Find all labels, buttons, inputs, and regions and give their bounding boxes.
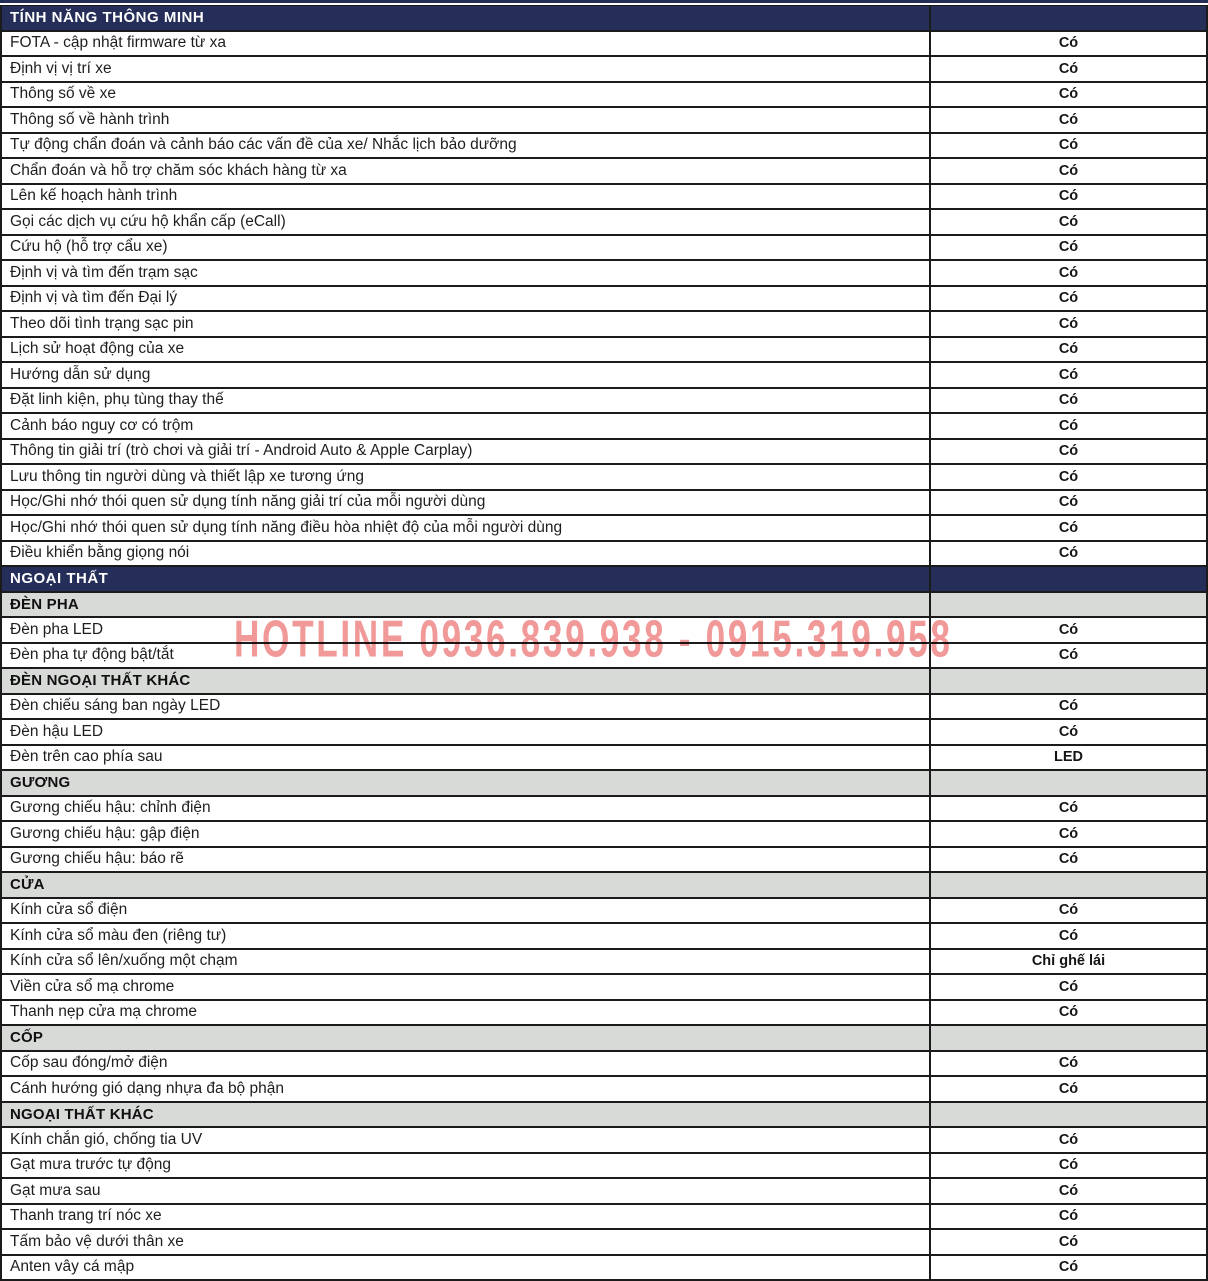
feature-value bbox=[931, 669, 1206, 693]
feature-value: Có bbox=[931, 1230, 1206, 1254]
table-row bbox=[2, 261, 1206, 287]
feature-value bbox=[931, 593, 1206, 617]
feature-value bbox=[931, 1026, 1206, 1050]
feature-label: Định vị vị trí xe bbox=[2, 57, 931, 81]
feature-label: Định vị và tìm đến Đại lý bbox=[2, 287, 931, 311]
feature-value: Có bbox=[931, 363, 1206, 387]
feature-value: Có bbox=[931, 440, 1206, 464]
table-row bbox=[2, 822, 1206, 848]
feature-label: Thông số về xe bbox=[2, 83, 931, 107]
table-row bbox=[2, 1179, 1206, 1205]
feature-value: Có bbox=[931, 57, 1206, 81]
table-row bbox=[2, 1154, 1206, 1180]
table-row bbox=[2, 185, 1206, 211]
feature-value: Có bbox=[931, 1154, 1206, 1178]
table-row bbox=[2, 542, 1206, 568]
section-header-row bbox=[2, 567, 1206, 593]
feature-value: Có bbox=[931, 1179, 1206, 1203]
feature-value: Có bbox=[931, 159, 1206, 183]
feature-value: Có bbox=[931, 644, 1206, 668]
table-row bbox=[2, 899, 1206, 925]
feature-value bbox=[931, 1103, 1206, 1127]
feature-value: Có bbox=[931, 975, 1206, 999]
feature-value: Có bbox=[931, 414, 1206, 438]
feature-label: Thanh nẹp cửa mạ chrome bbox=[2, 1001, 931, 1025]
feature-value: Có bbox=[931, 924, 1206, 948]
table-row bbox=[2, 720, 1206, 746]
feature-label: Đèn trên cao phía sau bbox=[2, 746, 931, 770]
feature-value: Có bbox=[931, 1256, 1206, 1280]
feature-value: Có bbox=[931, 134, 1206, 158]
table-row bbox=[2, 236, 1206, 262]
table-row bbox=[2, 516, 1206, 542]
table-row bbox=[2, 83, 1206, 109]
feature-value: Có bbox=[931, 312, 1206, 336]
feature-label: Viền cửa sổ mạ chrome bbox=[2, 975, 931, 999]
feature-label: Tấm bảo vệ dưới thân xe bbox=[2, 1230, 931, 1254]
subsection-header-row bbox=[2, 873, 1206, 899]
feature-value: Có bbox=[931, 338, 1206, 362]
section-title: ĐÈN NGOẠI THẤT KHÁC bbox=[2, 669, 931, 693]
feature-value: Có bbox=[931, 1128, 1206, 1152]
section-header-row bbox=[2, 6, 1206, 32]
section-title: CỬA bbox=[2, 873, 931, 897]
feature-value: Có bbox=[931, 848, 1206, 872]
table-row bbox=[2, 924, 1206, 950]
feature-label: Đèn chiếu sáng ban ngày LED bbox=[2, 695, 931, 719]
table-row bbox=[2, 618, 1206, 644]
feature-value bbox=[931, 6, 1206, 30]
feature-label: Cảnh báo nguy cơ có trộm bbox=[2, 414, 931, 438]
feature-value: Có bbox=[931, 83, 1206, 107]
feature-value: Có bbox=[931, 899, 1206, 923]
table-row bbox=[2, 1128, 1206, 1154]
table-row bbox=[2, 950, 1206, 976]
feature-value: Có bbox=[931, 210, 1206, 234]
feature-label: Chẩn đoán và hỗ trợ chăm sóc khách hàng từ xa bbox=[2, 159, 931, 183]
feature-label: FOTA - cập nhật firmware từ xa bbox=[2, 32, 931, 56]
feature-value: Có bbox=[931, 695, 1206, 719]
feature-label: Thanh trang trí nóc xe bbox=[2, 1205, 931, 1229]
feature-label: Đèn pha tự động bật/tắt bbox=[2, 644, 931, 668]
table-row bbox=[2, 210, 1206, 236]
feature-label: Tự động chẩn đoán và cảnh báo các vấn đề của xe/ Nhắc lịch bảo dưỡng bbox=[2, 134, 931, 158]
feature-label: Điều khiển bằng giọng nói bbox=[2, 542, 931, 566]
feature-value: Có bbox=[931, 185, 1206, 209]
feature-value: Có bbox=[931, 287, 1206, 311]
feature-value: Có bbox=[931, 797, 1206, 821]
hotline-watermark: HOTLINE 0936.839.938 - 0915.319.958 bbox=[234, 611, 953, 670]
table-row bbox=[2, 32, 1206, 58]
feature-label: Lưu thông tin người dùng và thiết lập xe tương ứng bbox=[2, 465, 931, 489]
feature-label: Gạt mưa trước tự động bbox=[2, 1154, 931, 1178]
feature-label: Hướng dẫn sử dụng bbox=[2, 363, 931, 387]
feature-label: Cứu hộ (hỗ trợ cẩu xe) bbox=[2, 236, 931, 260]
feature-value bbox=[931, 873, 1206, 897]
section-title: TÍNH NĂNG THÔNG MINH bbox=[2, 6, 931, 30]
feature-label: Cánh hướng gió dạng nhựa đa bộ phận bbox=[2, 1077, 931, 1101]
subsection-header-row bbox=[2, 771, 1206, 797]
feature-label: Thông tin giải trí (trò chơi và giải trí - Android Auto & Apple Carplay) bbox=[2, 440, 931, 464]
section-title: CỐP bbox=[2, 1026, 931, 1050]
subsection-header-row bbox=[2, 1026, 1206, 1052]
table-row bbox=[2, 57, 1206, 83]
table-row bbox=[2, 1077, 1206, 1103]
feature-label: Gọi các dịch vụ cứu hộ khẩn cấp (eCall) bbox=[2, 210, 931, 234]
table-row bbox=[2, 465, 1206, 491]
table-row bbox=[2, 1052, 1206, 1078]
feature-value: Có bbox=[931, 108, 1206, 132]
feature-label: Lên kế hoạch hành trình bbox=[2, 185, 931, 209]
feature-label: Gạt mưa sau bbox=[2, 1179, 931, 1203]
feature-value: Có bbox=[931, 1052, 1206, 1076]
table-row bbox=[2, 1205, 1206, 1231]
feature-label: Học/Ghi nhớ thói quen sử dụng tính năng điều hòa nhiệt độ của mỗi người dùng bbox=[2, 516, 931, 540]
feature-value: Có bbox=[931, 389, 1206, 413]
feature-label: Lịch sử hoạt động của xe bbox=[2, 338, 931, 362]
feature-value: Có bbox=[931, 1077, 1206, 1101]
table-row bbox=[2, 1001, 1206, 1027]
table-row bbox=[2, 389, 1206, 415]
table-row bbox=[2, 695, 1206, 721]
feature-value: Có bbox=[931, 542, 1206, 566]
subsection-header-row bbox=[2, 593, 1206, 619]
feature-label: Thông số về hành trình bbox=[2, 108, 931, 132]
feature-label: Định vị và tìm đến trạm sạc bbox=[2, 261, 931, 285]
feature-label: Gương chiếu hậu: gập điện bbox=[2, 822, 931, 846]
feature-value: Có bbox=[931, 516, 1206, 540]
feature-value: Có bbox=[931, 1205, 1206, 1229]
table-row bbox=[2, 797, 1206, 823]
feature-value: Có bbox=[931, 32, 1206, 56]
feature-label: Gương chiếu hậu: chỉnh điện bbox=[2, 797, 931, 821]
feature-value: Có bbox=[931, 618, 1206, 642]
feature-value bbox=[931, 567, 1206, 591]
feature-label: Gương chiếu hậu: báo rẽ bbox=[2, 848, 931, 872]
feature-label: Theo dõi tình trạng sạc pin bbox=[2, 312, 931, 336]
feature-label: Đèn pha LED bbox=[2, 618, 931, 642]
table-row bbox=[2, 848, 1206, 874]
feature-label: Đặt linh kiện, phụ tùng thay thế bbox=[2, 389, 931, 413]
table-row bbox=[2, 287, 1206, 313]
table-row bbox=[2, 746, 1206, 772]
feature-value: Có bbox=[931, 491, 1206, 515]
feature-value: Chỉ ghế lái bbox=[931, 950, 1206, 974]
table-row bbox=[2, 159, 1206, 185]
feature-label: Kính chắn gió, chống tia UV bbox=[2, 1128, 931, 1152]
feature-label: Kính cửa sổ lên/xuống một chạm bbox=[2, 950, 931, 974]
section-title: GƯƠNG bbox=[2, 771, 931, 795]
spec-table bbox=[0, 5, 1208, 1281]
table-row bbox=[2, 363, 1206, 389]
feature-value: Có bbox=[931, 465, 1206, 489]
section-title: ĐÈN PHA bbox=[2, 593, 931, 617]
subsection-header-row bbox=[2, 1103, 1206, 1129]
feature-label: Anten vây cá mập bbox=[2, 1256, 931, 1280]
table-row bbox=[2, 338, 1206, 364]
feature-value: Có bbox=[931, 720, 1206, 744]
table-row bbox=[2, 975, 1206, 1001]
feature-label: Đèn hậu LED bbox=[2, 720, 931, 744]
section-title: NGOẠI THẤT bbox=[2, 567, 931, 591]
section-title: NGOẠI THẤT KHÁC bbox=[2, 1103, 931, 1127]
feature-value: LED bbox=[931, 746, 1206, 770]
feature-label: Kính cửa sổ điện bbox=[2, 899, 931, 923]
table-row bbox=[2, 312, 1206, 338]
table-row bbox=[2, 134, 1206, 160]
table-row bbox=[2, 1230, 1206, 1256]
feature-value: Có bbox=[931, 822, 1206, 846]
feature-label: Học/Ghi nhớ thói quen sử dụng tính năng giải trí của mỗi người dùng bbox=[2, 491, 931, 515]
table-row bbox=[2, 414, 1206, 440]
table-row bbox=[2, 1256, 1206, 1281]
feature-value: Có bbox=[931, 1001, 1206, 1025]
feature-value: Có bbox=[931, 236, 1206, 260]
feature-value bbox=[931, 771, 1206, 795]
table-row bbox=[2, 644, 1206, 670]
feature-label: Cốp sau đóng/mở điện bbox=[2, 1052, 931, 1076]
subsection-header-row bbox=[2, 669, 1206, 695]
table-row bbox=[2, 440, 1206, 466]
table-row bbox=[2, 108, 1206, 134]
table-row bbox=[2, 491, 1206, 517]
feature-label: Kính cửa sổ màu đen (riêng tư) bbox=[2, 924, 931, 948]
feature-value: Có bbox=[931, 261, 1206, 285]
